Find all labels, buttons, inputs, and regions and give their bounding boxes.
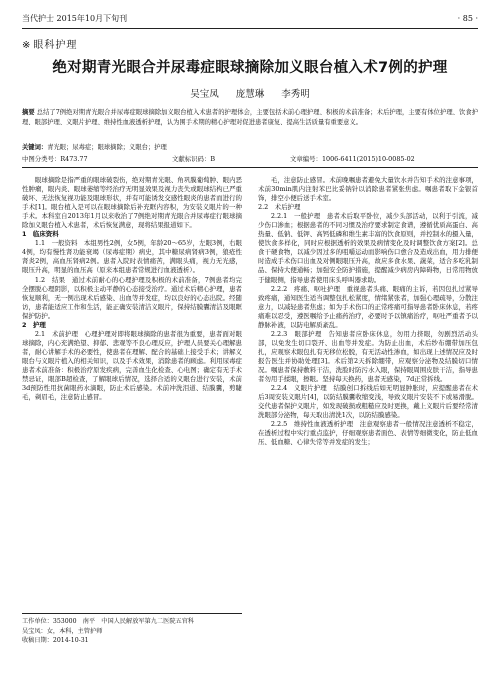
keywords-label: 关键词：	[22, 144, 48, 151]
subsection-heading: 2 护理	[22, 320, 46, 329]
body-paragraph: 毛，注意防止感冒。术前晚嘱患者避免大量饮水并告知手术的注意事项，术前30min肌内注射苯巴比妥钠针以消除患者紧张焦虑。嘱患者取下金银首饰，排空小便后送手术室。	[258, 176, 478, 203]
journal-name: 当代护士 2015年10月下旬刊	[22, 14, 128, 23]
footnote-line: 工作单位：353000 南平 中国人民解放军第九二医院五官科	[22, 618, 195, 625]
subsection-heading: 1 临床资料	[22, 230, 59, 239]
article-id: 文章编号：1006-6411(2015)10-0085-02	[290, 155, 415, 163]
footnote	[22, 613, 242, 646]
body-paragraph: 2.2.1 一般护理 患者术后取平卧位，减少头部活动，以利于引流，减少伤口渗血；根据患者的不同习惯及治疗要求制定食谱，遵循优质高蛋白、高热量、低钠、低钾、高钙低磷和维生素丰富的饮食原则，并控制水的摄入量，使饮食多样化，同时应根据透析的效果及病情变化及时调整饮食方案[2]。总食干硬食物，以减少因过多的咀嚼运动而影响伤口愈合及造成出血，用力排便时造成手术伤口出血及对侧眼眼压升高，故应多食水果、蔬菜，适合多吃乳制品、保持大便通畅；加强安全防护措施，提醒减少病房内障碍物，日常用物放于健眼侧，指导患者使用床头呼叫器求助。	[258, 212, 478, 284]
abstract	[22, 108, 478, 127]
subsection-heading: 2.2 术后护理	[258, 203, 301, 212]
footnote-line: 收稿日期：2014-10-31	[22, 637, 89, 644]
keywords	[22, 142, 478, 151]
section-label: 眼科护理	[33, 40, 78, 51]
right-column	[258, 176, 478, 447]
footnote-line: 吴宝凤：女，本科，主管护师	[22, 627, 103, 635]
body-paragraph: 2.2.5 维持性血液透析护理 注意观察患者一般情况注意透析不稳定，在透析过程中实行重点监护，仔细观察患者面色、表情等细微变化，防止低血压、低血糖、心律失常等并发症的发生；	[258, 420, 478, 447]
left-column	[22, 176, 242, 402]
abstract-label: 摘要	[22, 109, 35, 116]
keywords-text: 青光眼；尿毒症；眼球摘除；义眼台；护理	[47, 144, 167, 151]
document-code: 文献标识码：B	[172, 155, 216, 163]
body-paragraph: 1.1 一般资料 本组男性2例，女5例，年龄20～65岁，左眼3例，右眼4例，均有慢性肾功能衰竭（尿毒症期）病史，其中糖尿病肾病3例，狼疮性肾炎2例，高血压肾病2例。患者入院时表情痛苦，满眼头痛，视力无光感，眼压升高，明显的血压高（原来本组患者常规进行血液透析）。	[22, 239, 242, 275]
section-mark: ※	[22, 40, 32, 51]
body-paragraph: 2.2.4 义眼片护理 结膜创口拆线后如无明显肿胀时，应提醒患者在术后3周安装义眼片[4]，以防结膜囊收缩变浅，导致义眼片安装不下或易滑脱。交代患者保护义眼片，如发现破损或粗糙应及时更换，戴上义眼片后要经常清洗眼部分泌物，每天取出清洗1次，以防结膜感染。	[258, 384, 478, 420]
abstract-text: 总结了7例绝对期青光眼合并尿毒症眼球摘除加义眼台植入术患者的护理体会，主要包括术前心理护理、积极的术前准备；术后护理，主要有体位护理、饮食护理、眼部护理、义眼片护理、维持性血液透析护理，认为围手术期的精心护理对促进患者康复、提高生活质量有重要意义。	[22, 109, 478, 126]
running-header	[22, 10, 478, 29]
body-paragraph: 2.2.2 疼痛、呕吐护理 重视患者头痛、眼痛的主诉，若因包扎过紧导致疼痛，通知医生适当调整包扎松紧度，情绪紧张者，加强心理疏导，分散注意力，以减轻患者焦虑；如为手术伤口的正常疼痛可指导患者卧床休息，若疼痛难以忍受，遵医嘱给予止痛药治疗，必要时予以镇痛治疗，呕吐严重者予以静脉补液，以防电解质紊乱。	[258, 284, 478, 329]
body-paragraph: 2.2.3 眼部护理 告知患者应卧床休息，勿用力挤眼，勿剧烈活动头部，以免发生切口裂开、出血等并发症。为防止出血，术后纱布绷带加压包扎，应观察术眼包扎有无移位松脱，有无活动性渗血，如出现上述情况应及时报告医生并协助处理[3]。术后第2天拆除绷带，应观察分泌物及结膜切口情况。嘱患者保持敷料干洁，洗脸时防污水入眼，保持眼周围皮肤干洁，指导患者勿用手揉眼，擦眼。坚持每天换药，患者无感染，7d正常拆线。	[258, 329, 478, 384]
body-paragraph: 2.1 术前护理 心理护理对即将眼球摘除的患者很为重要，患者面对眼球摘除，内心充满绝望、抑郁、悲观等不良心理反应，护理人员要关心理解患者，耐心讲解手术的必要性，使患者在理解、配合的基础上接受手术；讲解义眼台与义眼片植入的相关知识，以及手术效果，消除患者的顾虑。利用尿毒症患者术前准备：积极治疗原发疾病，完善血生化检查、心电图；确定有无手术禁忌证，眼部B超检查，了解眼球后情况，选择合适的义眼台进行安装，术前3d预防性用抗菌眼药水滴眼，防止术后感染。术前冲洗泪道、结膜囊，剪睫毛，剃眉毛，注意防止感冒。	[22, 329, 242, 402]
section-heading	[22, 36, 77, 51]
page-number: · 85 ·	[457, 14, 478, 23]
journal-page	[22, 10, 478, 674]
clc-number: 中图分类号：R473.77	[22, 155, 88, 163]
article-meta	[22, 154, 478, 168]
author-list: 吴宝凤 庞慧琳 李秀明	[190, 89, 310, 100]
body-paragraph: 1.2 结果 通过术前耐心的心理护理及积极的术前准备，7例患者均完全摆脱心理阴影，以积极主动平静的心态接受治疗。通过术后精心护理，患者恢复顺利，无一例出现术后感染、出血等并发症，均以良好的心态出院。经随访，患者能适应工作和生活，能正确安装清洁义眼片，保持结膜囊清洁及眼眶保护防护。	[22, 275, 242, 320]
article-title: 绝对期青光眼合并尿毒症眼球摘除加义眼台植入术7例的护理	[52, 60, 448, 76]
body-paragraph: 眼球摘除是指严重的眼球破裂伤，绝对期青光眼、角巩膜葡萄肿、眼内恶性肿瘤，眼内炎、眼球萎缩等经治疗无明显效果及视力丧失或眼球结构已严重破坏、无法恢复视功能及眼球形状，并有可能诱发交感性眼炎的患者而进行的手术[1]。眼台植入是可以在眼球摘除后补充眶内容积，为安装义眼片的一种手术。本科室自2013年1月以来收治了7例绝对期青光眼合并尿毒症行眼球摘除加义眼台植入术患者，术后恢复满意，现将结果报道如下。	[22, 176, 242, 230]
